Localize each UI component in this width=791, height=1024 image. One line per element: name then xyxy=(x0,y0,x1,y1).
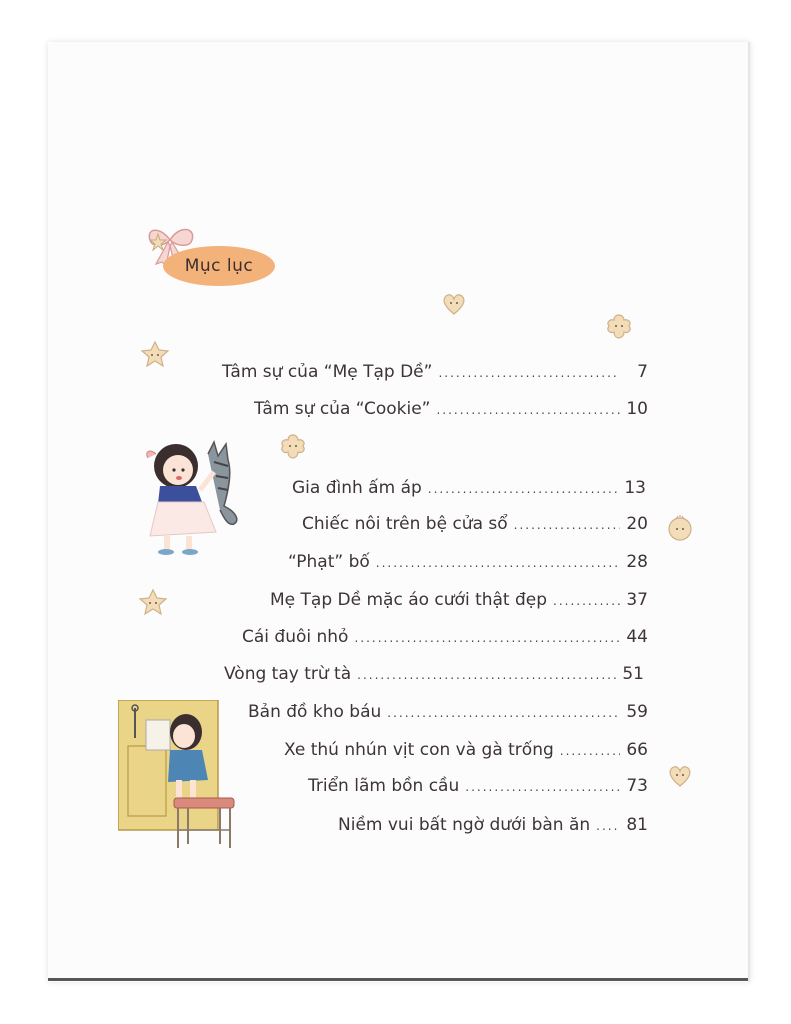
flower-cookie-icon xyxy=(604,312,634,340)
leader-dots xyxy=(438,366,620,380)
toc-entry[interactable] xyxy=(224,664,644,692)
toc-entry-page: 44 xyxy=(626,627,648,647)
toc-entry-page: 66 xyxy=(626,740,648,760)
leader-dots xyxy=(514,518,620,532)
toc-entry[interactable] xyxy=(308,776,648,804)
toc-entry[interactable] xyxy=(338,815,648,843)
leader-dots xyxy=(553,594,620,608)
leader-dots xyxy=(387,706,620,720)
leader-dots xyxy=(357,668,616,682)
toc-entry-title: Chiếc nôi trên bệ cửa sổ xyxy=(302,514,508,534)
toc-entry-title: Tâm sự của “Mẹ Tạp Dề” xyxy=(222,362,433,382)
leader-dots xyxy=(376,556,620,570)
toc-entry-page: 13 xyxy=(624,478,646,498)
toc-entry-title: Vòng tay trừ tà xyxy=(224,664,352,684)
toc-entry[interactable] xyxy=(292,478,646,506)
leader-dots xyxy=(436,403,620,417)
leader-dots xyxy=(428,482,618,496)
toc-entry-title: Xe thú nhún vịt con và gà trống xyxy=(284,740,554,760)
leader-dots xyxy=(465,780,620,794)
star-cookie-icon xyxy=(140,340,170,368)
toc-entry-title: Triển lãm bồn cầu xyxy=(308,776,460,796)
toc-entry-page: 28 xyxy=(626,552,648,572)
toc-entry[interactable] xyxy=(270,590,648,618)
toc-entry-title: Niềm vui bất ngờ dưới bàn ăn xyxy=(338,815,591,835)
toc-entry[interactable] xyxy=(288,552,648,580)
toc-entry-page: 51 xyxy=(622,664,644,684)
toc-entry-title: Tâm sự của “Cookie” xyxy=(254,399,431,419)
toc-entry[interactable] xyxy=(248,702,648,730)
leader-dots xyxy=(354,631,620,645)
page-edge xyxy=(48,978,748,981)
toc-entry[interactable] xyxy=(302,514,648,542)
toc-heading-text: Mục lục xyxy=(184,256,254,276)
girl-on-stool-illustration xyxy=(118,700,238,850)
toc-entry-page: 59 xyxy=(626,702,648,722)
toc-entry-title: Cái đuôi nhỏ xyxy=(242,627,349,647)
toc-entry-page: 10 xyxy=(626,399,648,419)
heart-cookie-icon xyxy=(666,764,694,788)
star-cookie-icon xyxy=(138,588,168,616)
toc-entry-page: 20 xyxy=(626,514,648,534)
toc-entry-page: 81 xyxy=(626,815,648,835)
flower-cookie-icon xyxy=(278,432,308,460)
toc-heading xyxy=(163,246,275,286)
toc-entry-page: 73 xyxy=(626,776,648,796)
toc-entry-title: “Phạt” bố xyxy=(288,552,370,572)
toc-entry-page: 7 xyxy=(637,362,648,382)
toc-entry[interactable] xyxy=(284,740,648,768)
toc-entry[interactable] xyxy=(254,399,648,427)
toc-entry-title: Bản đồ kho báu xyxy=(248,702,382,722)
toc-entry-title: Gia đình ấm áp xyxy=(292,478,422,498)
toc-entry[interactable] xyxy=(242,627,648,655)
toc-entry-page: 37 xyxy=(626,590,648,610)
heart-cookie-icon xyxy=(440,292,468,316)
girl-with-cat-illustration xyxy=(128,432,246,558)
leader-dots xyxy=(560,744,620,758)
toc-entry[interactable] xyxy=(222,362,648,390)
leader-dots xyxy=(596,819,620,833)
round-cookie-icon xyxy=(666,514,694,542)
toc-entry-title: Mẹ Tạp Dề mặc áo cưới thật đẹp xyxy=(270,590,548,610)
